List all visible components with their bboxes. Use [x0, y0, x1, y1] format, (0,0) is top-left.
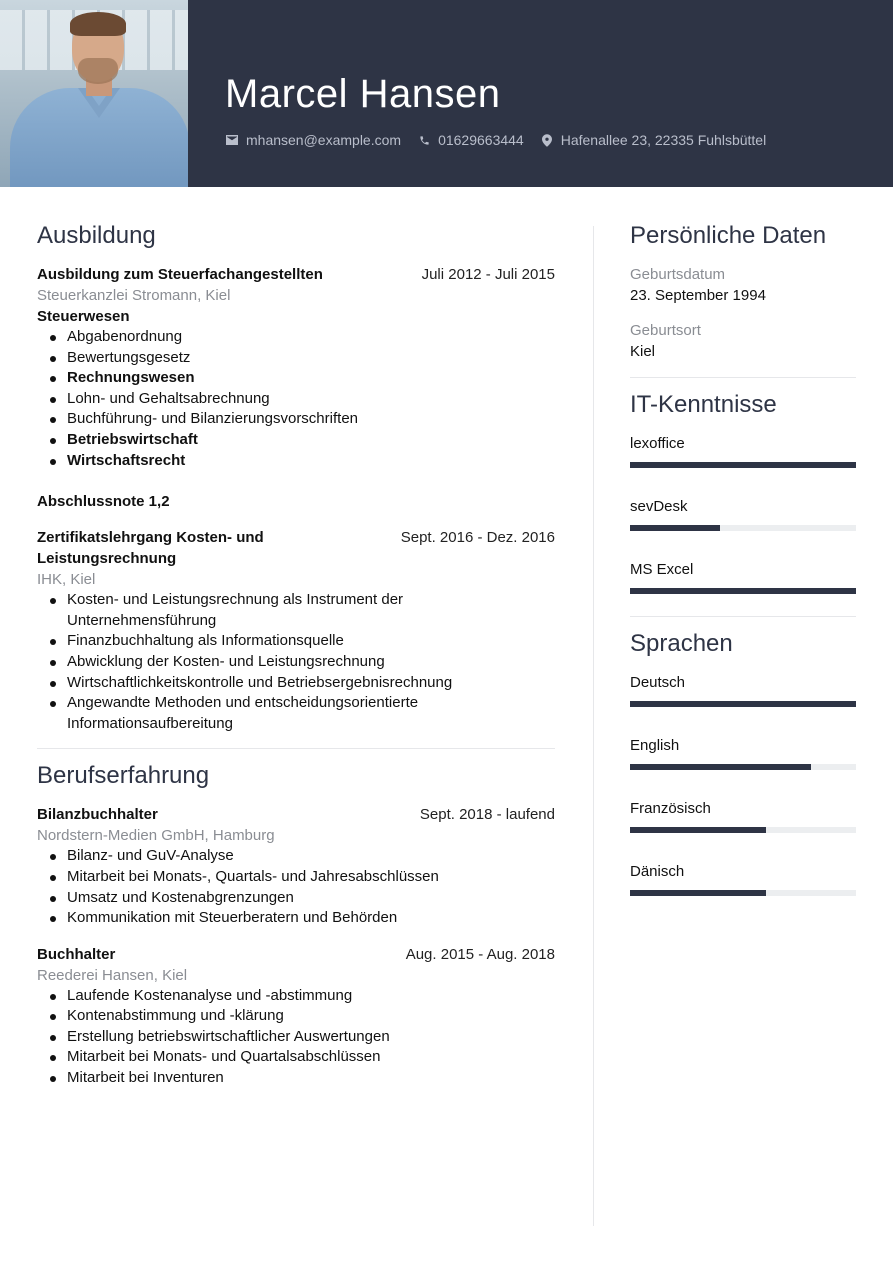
email-text: mhansen@example.com [246, 132, 402, 148]
it-skills-list [630, 433, 856, 594]
location-pin-icon [540, 133, 554, 147]
list-item: Lohn- und Gehaltsabrechnung [49, 389, 555, 410]
language-name: Deutsch [630, 674, 686, 691]
education-entry [37, 264, 555, 512]
entry-date: Sept. 2018 - laufend [419, 806, 555, 824]
language-name: Dänisch [630, 863, 685, 880]
language-name: Französisch [630, 800, 711, 817]
entry-subtitle: Steuerwesen [37, 308, 130, 325]
experience-entry [37, 944, 555, 1089]
list-item: Mitarbeit bei Monats-, Quartals- und Jahresabschlüssen [49, 867, 555, 888]
language-item [630, 672, 856, 707]
section-title-it-skills: IT-Kenntnisse [630, 391, 777, 418]
language-bar [630, 890, 856, 896]
list-item: Wirtschaftlichkeitskontrolle und Betriebsergebnisrechnung [49, 673, 555, 694]
bullet-list [49, 986, 555, 1089]
list-item: Umsatz und Kostenabgrenzungen [49, 888, 555, 909]
main-column [37, 222, 555, 1089]
entry-date: Aug. 2015 - Aug. 2018 [405, 945, 555, 963]
skill-bar [630, 462, 856, 468]
language-bar-fill [630, 827, 766, 833]
column-divider [593, 226, 594, 1226]
section-title-education: Ausbildung [37, 222, 156, 249]
entry-date: Juli 2012 - Juli 2015 [421, 266, 555, 283]
skill-name: sevDesk [630, 498, 688, 515]
phone-text: 01629663444 [438, 132, 524, 148]
language-bar-fill [630, 890, 766, 896]
list-item: Rechnungswesen [49, 368, 555, 389]
bullet-list [49, 327, 555, 471]
list-item: Bewertungsgesetz [49, 348, 555, 369]
sidebar-column [630, 222, 856, 896]
entry-title: Zertifikatslehrgang Kosten- und Leistungsrechnung [37, 529, 264, 568]
skill-bar [630, 525, 856, 531]
list-item: Finanzbuchhaltung als Informationsquelle [49, 631, 555, 652]
section-title-languages: Sprachen [630, 630, 733, 657]
skill-bar-fill [630, 588, 856, 594]
address-text: Hafenallee 23, 22335 Fuhlsbüttel [560, 132, 767, 148]
list-item: Kosten- und Leistungsrechnung als Instrument der Unternehmensführung [49, 590, 469, 631]
birthdate-label: Geburtsdatum [630, 266, 726, 283]
list-item: Angewandte Methoden und entscheidungsorientierte Informationsaufbereitung [49, 693, 489, 734]
section-title-personal: Persönliche Daten [630, 222, 827, 249]
skill-name: MS Excel [630, 561, 694, 578]
birthdate-value: 23. September 1994 [630, 287, 766, 304]
candidate-name: Marcel Hansen [225, 72, 501, 116]
list-item: Abwicklung der Kosten- und Leistungsrechnung [49, 652, 555, 673]
list-item: Mitarbeit bei Monats- und Quartalsabschlüssen [49, 1047, 555, 1068]
language-name: English [630, 737, 680, 754]
list-item: Laufende Kostenanalyse und -abstimmung [49, 986, 555, 1007]
list-item: Kontenabstimmung und -klärung [49, 1006, 555, 1027]
section-title-experience: Berufserfahrung [37, 762, 210, 790]
header [0, 0, 893, 187]
list-item: Abgabenordnung [49, 327, 555, 348]
entry-org: Nordstern-Medien GmbH, Hamburg [37, 827, 275, 845]
language-bar-fill [630, 764, 811, 770]
list-item: Wirtschaftsrecht [49, 451, 555, 472]
skill-item [630, 433, 856, 468]
profile-photo [0, 0, 188, 187]
section-divider [630, 377, 856, 378]
list-item: Mitarbeit bei Inventuren [49, 1068, 555, 1089]
skill-bar [630, 588, 856, 594]
language-item [630, 861, 856, 896]
language-bar-fill [630, 701, 856, 707]
language-bar [630, 827, 856, 833]
entry-org: Reederei Hansen, Kiel [37, 966, 188, 984]
language-item [630, 735, 856, 770]
education-entry [37, 527, 555, 734]
contact-phone[interactable] [417, 132, 524, 148]
phone-icon [417, 133, 431, 147]
language-bar [630, 764, 856, 770]
section-divider [37, 748, 555, 749]
languages-list [630, 672, 856, 896]
mail-icon [225, 133, 239, 147]
list-item: Betriebswirtschaft [49, 430, 555, 451]
bullet-list [49, 590, 555, 734]
skill-item [630, 496, 856, 531]
language-bar [630, 701, 856, 707]
skill-bar-fill [630, 525, 720, 531]
birthplace-value: Kiel [630, 343, 656, 360]
section-divider [630, 616, 856, 617]
language-item [630, 798, 856, 833]
contact-address [540, 132, 766, 148]
list-item: Buchführung- und Bilanzierungsvorschriften [49, 409, 555, 430]
list-item: Erstellung betriebswirtschaftlicher Auswertungen [49, 1027, 555, 1048]
entry-title: Buchhalter [37, 945, 116, 963]
final-grade: Abschlussnote 1,2 [37, 493, 170, 511]
contact-line [225, 132, 782, 148]
experience-entry [37, 804, 555, 928]
entry-org: Steuerkanzlei Stromann, Kiel [37, 287, 231, 304]
list-item: Bilanz- und GuV-Analyse [49, 846, 555, 867]
entry-date: Sept. 2016 - Dez. 2016 [400, 529, 555, 547]
entry-title: Bilanzbuchhalter [37, 806, 158, 824]
entry-title: Ausbildung zum Steuerfachangestellten [37, 266, 323, 283]
entry-org: IHK, Kiel [37, 571, 96, 589]
bullet-list [49, 846, 555, 928]
list-item: Kommunikation mit Steuerberatern und Behörden [49, 908, 555, 929]
skill-bar-fill [630, 462, 856, 468]
contact-email[interactable] [225, 132, 401, 148]
skill-name: lexoffice [630, 435, 685, 452]
birthplace-label: Geburtsort [630, 322, 701, 339]
skill-item [630, 559, 856, 594]
